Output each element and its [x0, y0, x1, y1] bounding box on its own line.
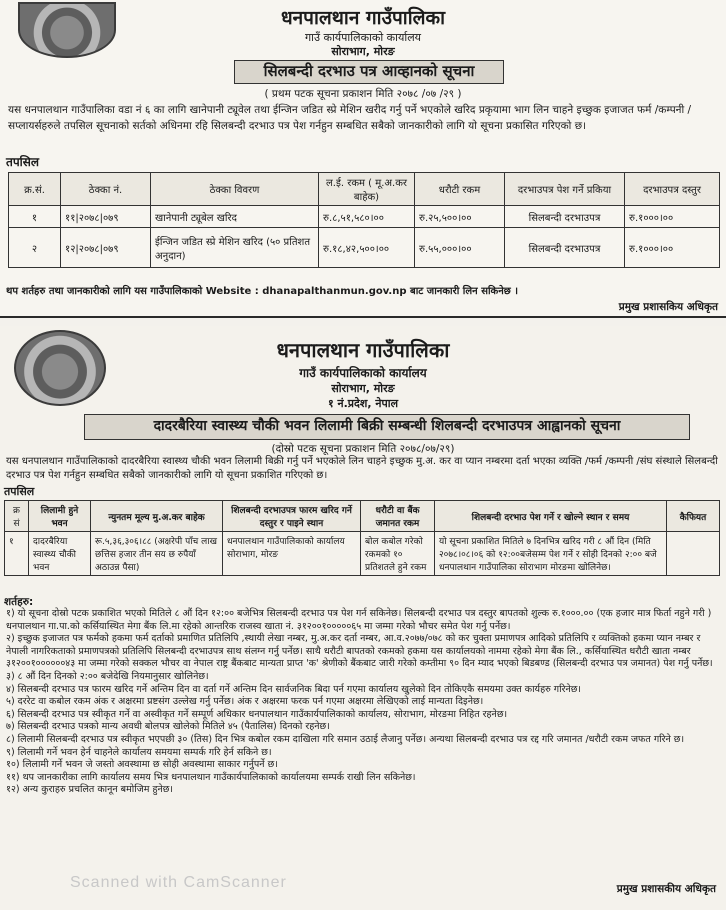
- col-deposit: धरौटी रकम: [415, 173, 505, 206]
- org-name: धनपालथान गाउँपालिका: [280, 7, 446, 29]
- terms-list: [6, 608, 722, 797]
- publication-date: ( प्रथम पटक सूचना प्रकाशन मिति २०७८ /०७ /२९ ): [264, 88, 462, 100]
- cell: सिलबन्दी दरभाउपत्र: [505, 228, 625, 268]
- table-header-row: [5, 501, 720, 532]
- cell: रु.१८,४२,५००।००: [319, 228, 415, 268]
- col-form-fee: शिलबन्दी दरभाउपत्र फारम खरिद गर्ने दस्तुर र पाइने स्थान: [223, 501, 361, 532]
- table-row: [9, 206, 720, 228]
- cell: खानेपानी ट्यूबेल खरिद: [151, 206, 319, 228]
- term-item: ८) लिलामी सिलबन्दी दरभाउ पत्र स्वीकृत भएपछी ३० (तिस) दिन भित्र कबोल रकम दाखिला गरि समान उठाई लैजानु पर्नेछ। अन्यथा सिलबन्दी दरभाउ पत्र रद्द गरि जमानत /धरौटी रकम जफत गरिने छ।: [6, 733, 685, 745]
- office-name: गाउँ कार्यपालिकाको कार्यालय: [299, 366, 427, 380]
- term-item: ९) लिलामी गर्ने भवन हेर्न चाहनेले कार्यालय समयमा सम्पर्क गरि हेर्न सकिने छ।: [6, 746, 272, 758]
- notice-body: यस धनपालथान गाउँपालिका वडा नं ६ का लागि खानेपानी ट्यूवेल तथा ईन्जिन जडित स्प्रे मेशिन खरीद गर्नु पर्ने भएकोले खरिद प्रकृयामा भाग लिन चाहने इच्छुक इजाजत फर्म /कम्पनी /सप्लायर्सहरुले तपसिल सूचनाको सर्तको अधिनमा रहि सिलबन्दी दरभाउ पत्र पेश गर्नहुन सम्बधित सबैको जानकारीको लागि यो सूचना प्रकासित गरिएको छ।: [8, 104, 692, 132]
- col-min-price: न्युनतम मूल्य मु.अ.कर बाहेक: [91, 501, 223, 532]
- col-description: ठेक्का विवरण: [151, 173, 319, 206]
- cell: ईन्जिन जडित स्प्रे मेशिन खरिद (५० प्रतिशत अनुदान): [151, 228, 319, 268]
- term-item: ३) ८ औं दिन दिनको २:०० बजेदेखि नियमानुसार खोलिनेछ।: [6, 670, 209, 682]
- notice-1: [0, 0, 726, 318]
- tapsil-heading: तपसिल: [4, 485, 35, 498]
- publication-date: (दोस्रो पटक सूचना प्रकाशन मिति २०७८/०७/२९): [271, 443, 455, 455]
- cell: २: [9, 228, 61, 268]
- table-row: [9, 228, 720, 268]
- term-item: ६) सिलबन्दी दरभाउ पत्र स्वीकृत गर्ने वा अस्वीकृत गर्ने सम्पूर्ण अधिकार धनपालथान गाउँकार्यपालिकाको कार्यालय, सोराभाग, मोरङमा निहित रहनेछ।: [6, 708, 508, 720]
- tapsil-heading: तपसिल: [6, 155, 40, 169]
- col-remarks: कैफियत: [667, 501, 720, 532]
- notice-body: यस धनपालथान गाउँपालिकाको दादरबैरिया स्वास्थ्य चौकी भवन लिलामी बिक्री गर्नु पर्ने भएकोले लिन चाहने इच्छुक मु.अ. कर वा प्यान नम्बरमा दर्ता भएका व्यक्ति /फर्म /कम्पनी /संघ संस्थाले सिलबन्दी दरभाउ पत्र पेश गर्नहुन सम्बधित सबैको जानकारीको लागि यो सूचना प्रकाशित गरिएको छ।: [6, 456, 718, 481]
- terms-heading: शर्तहरु:: [4, 596, 34, 608]
- cell: रू.५,३६,३०६।८८ (अक्षरेपी पाँच लाख छत्तिस हजार तीन सय छ रुपैयाँ अठाउन्न पैसा): [91, 532, 223, 576]
- table-header-row: [9, 173, 720, 206]
- org-name: धनपालथान गाउँपालिका: [276, 338, 450, 362]
- scanner-watermark: Scanned with CamScanner: [70, 874, 287, 891]
- term-item: ७) सिलबन्दी दरभाउ पत्रको मान्य अवधी बोलपत्र खोलेको मितिले ४५ (पैतालिस) दिनको रहनेछ।: [6, 721, 330, 733]
- term-item: २) इच्छुक इजाजत पत्र फर्मको हकमा फर्म दर्ताको प्रमाणित प्रतिलिपि ,स्थायी लेखा नम्बर, मु.अ.कर दर्ता नम्बर, आ.व.२०७७/०७८ को कर चुक्ता प्रमाणपत्र आदिको प्रतिलिपि र व्यक्तिको हकमा प्यान नम्बर र नेपाली नागरिकताको प्रमाणपत्रको प्रतिलिपि सिलबन्दी दरभाउपत्र साथ संलग्न गर्नु पर्नेछ। साथै धरौटी बापतको रकमको हकमा यस कार्यालयको नाममा रहेको मेगा बैंक लि., कर्सियास्थित धरौटी खाता नम्बर ३१२००१००००००४३ मा जम्मा गरेको सक्कल भौचर वा नेपाल राष्ट्र बैंकबाट मान्यता प्राप्त 'क' श्रेणीको बैंकबाट जारी गरेको कम्तीमा ९० दिन म्याद भएको बिडबण्ड (सिलबन्दी दरभाउ पत्र जमानत) पेश गर्नु पर्नेछ।: [6, 633, 713, 670]
- cell: रु.१०००।००: [625, 228, 720, 268]
- notice-2: [0, 326, 726, 910]
- cell: रु.८,५१,५८०।००: [319, 206, 415, 228]
- website-note: थप शर्तहरु तथा जानकारीको लागि यस गाउँपालिकाको Website : dhanapalthanmun.gov.np बाट जानकारी लिन सकिनेछ ।: [6, 286, 519, 297]
- col-process: दरभाउपत्र पेश गर्ने प्रकिया: [505, 173, 625, 206]
- signature-title: प्रमुख प्रशासकिय अधिकृत: [618, 301, 718, 313]
- col-fee: दरभाउपत्र दस्तुर: [625, 173, 720, 206]
- cell: ११|२०७८|०७९: [61, 206, 151, 228]
- col-sn: क्र सं: [5, 501, 29, 532]
- notice-title: दादरबैरिया स्वास्थ्य चौकी भवन लिलामी बिक्री सम्बन्धी शिलबन्दी दरभाउपत्र आह्वानको सूचना: [84, 414, 690, 440]
- col-submission: शिलबन्दी दरभाउ पेश गर्ने र खोल्ने स्थान र समय: [435, 501, 667, 532]
- col-building: लिलामी हुने भवन: [29, 501, 91, 532]
- cell: सिलबन्दी दरभाउपत्र: [505, 206, 625, 228]
- col-estimate: ल.ई. रकम ( मू.अ.कर बाहेक): [319, 173, 415, 206]
- cell: रु.२५,५००।००: [415, 206, 505, 228]
- cell: यो सूचना प्रकाशित मितिले ७ दिनभित्र खरिद गरी ८ औं दिन (मिति २०७८।०८।०६ को १२:००बजेसम्म पेश गर्ने र सोही दिनको २:०० बजे धनपालथान गाउँपालिका सोराभाग मोरङमा खोलिनेछ।: [435, 532, 667, 576]
- term-item: ११) थप जानकारीका लागि कार्यालय समय भित्र धनपालथान गाउँकार्यपालिकाको कार्यालयमा सम्पर्क राखी लिन सकिनेछ।: [6, 771, 416, 783]
- province: १ नं.प्रदेश, नेपाल: [327, 397, 399, 410]
- office-name: गाउँ कार्यपालिकाको कार्यालय: [304, 31, 422, 44]
- cell: [667, 532, 720, 576]
- term-item: ५) दररेट वा कबोल रकम अंक र अक्षरमा प्रष्टसंग उल्लेख गर्नु पर्नेछ। अंक र अक्षरमा फरक पर्न गएमा अक्षरमा लेखिएको लाई मान्यता दिइनेछ।: [6, 696, 484, 708]
- col-deposit: धरौटी वा बैंक जमानत रकम: [361, 501, 435, 532]
- cell: १२|२०७८|०७९: [61, 228, 151, 268]
- cell: १: [9, 206, 61, 228]
- table-row: [5, 532, 720, 576]
- office-address: सोराभाग, मोरङ: [331, 382, 395, 395]
- col-contract-no: ठेक्का नं.: [61, 173, 151, 206]
- cell: रु.५५,०००।००: [415, 228, 505, 268]
- cell: धनपालथान गाउँपालिकाको कार्यालय सोराभाग, मोरङ: [223, 532, 361, 576]
- cell: दादरबैरिया स्वास्थ्य चौकी भवन: [29, 532, 91, 576]
- term-item: ४) सिलबन्दी दरभाउ पत्र फारम खरिद गर्ने अन्तिम दिन वा दर्ता गर्ने अन्तिम दिन सार्वजनिक बिदा पर्न गएमा कार्यालय खुलेको दिन तोकिएकै समयमा उक्त कार्यहरु गरिनेछ।: [6, 683, 582, 695]
- tender-table: [8, 172, 720, 268]
- cell: रु.१०००।००: [625, 206, 720, 228]
- signature-title: प्रमुख प्रशासकीय अधिकृत: [616, 883, 716, 895]
- auction-table: [4, 500, 720, 576]
- col-sn: क्र.सं.: [9, 173, 61, 206]
- cell: १: [5, 532, 29, 576]
- notice-title: सिलबन्दी दरभाउ पत्र आव्हानको सूचना: [234, 60, 504, 84]
- term-item: १२) अन्य कुराहरु प्रचलित कानून बमोजिम हुनेछ।: [6, 784, 174, 796]
- term-item: १०) लिलामी गर्ने भवन जे जस्तो अवस्थामा छ सोही अवस्थामा साकार गर्नुपर्ने छ।: [6, 759, 278, 771]
- office-address: सोराभाग, मोरङ: [331, 45, 395, 58]
- term-item: १) यो सूचना दोस्रो पटक प्रकाशित भएको मितिले ८ औं दिन १२:०० बजेभित्र सिलबन्दी दरभाउ पत्र पेश गर्न सकिनेछ। सिलबन्दी दरभाउ पत्र दस्तुर बापतको शुल्क रु.१०००.०० (एक हजार मात्र फिर्ता नहुने गरी ) धनपालथान गा.पा.को कर्सियास्थित मेगा बैंक लि.मा रहेको आन्तरिक राजस्व खाता नं. ३१२००१०००००६५ मा जम्मा गरेको भौचर समेत पेश गर्नु पर्नेछ।: [6, 608, 712, 632]
- cell: बोल कबोल गरेको रकमको १० प्रतिशतले हुने रकम: [361, 532, 435, 576]
